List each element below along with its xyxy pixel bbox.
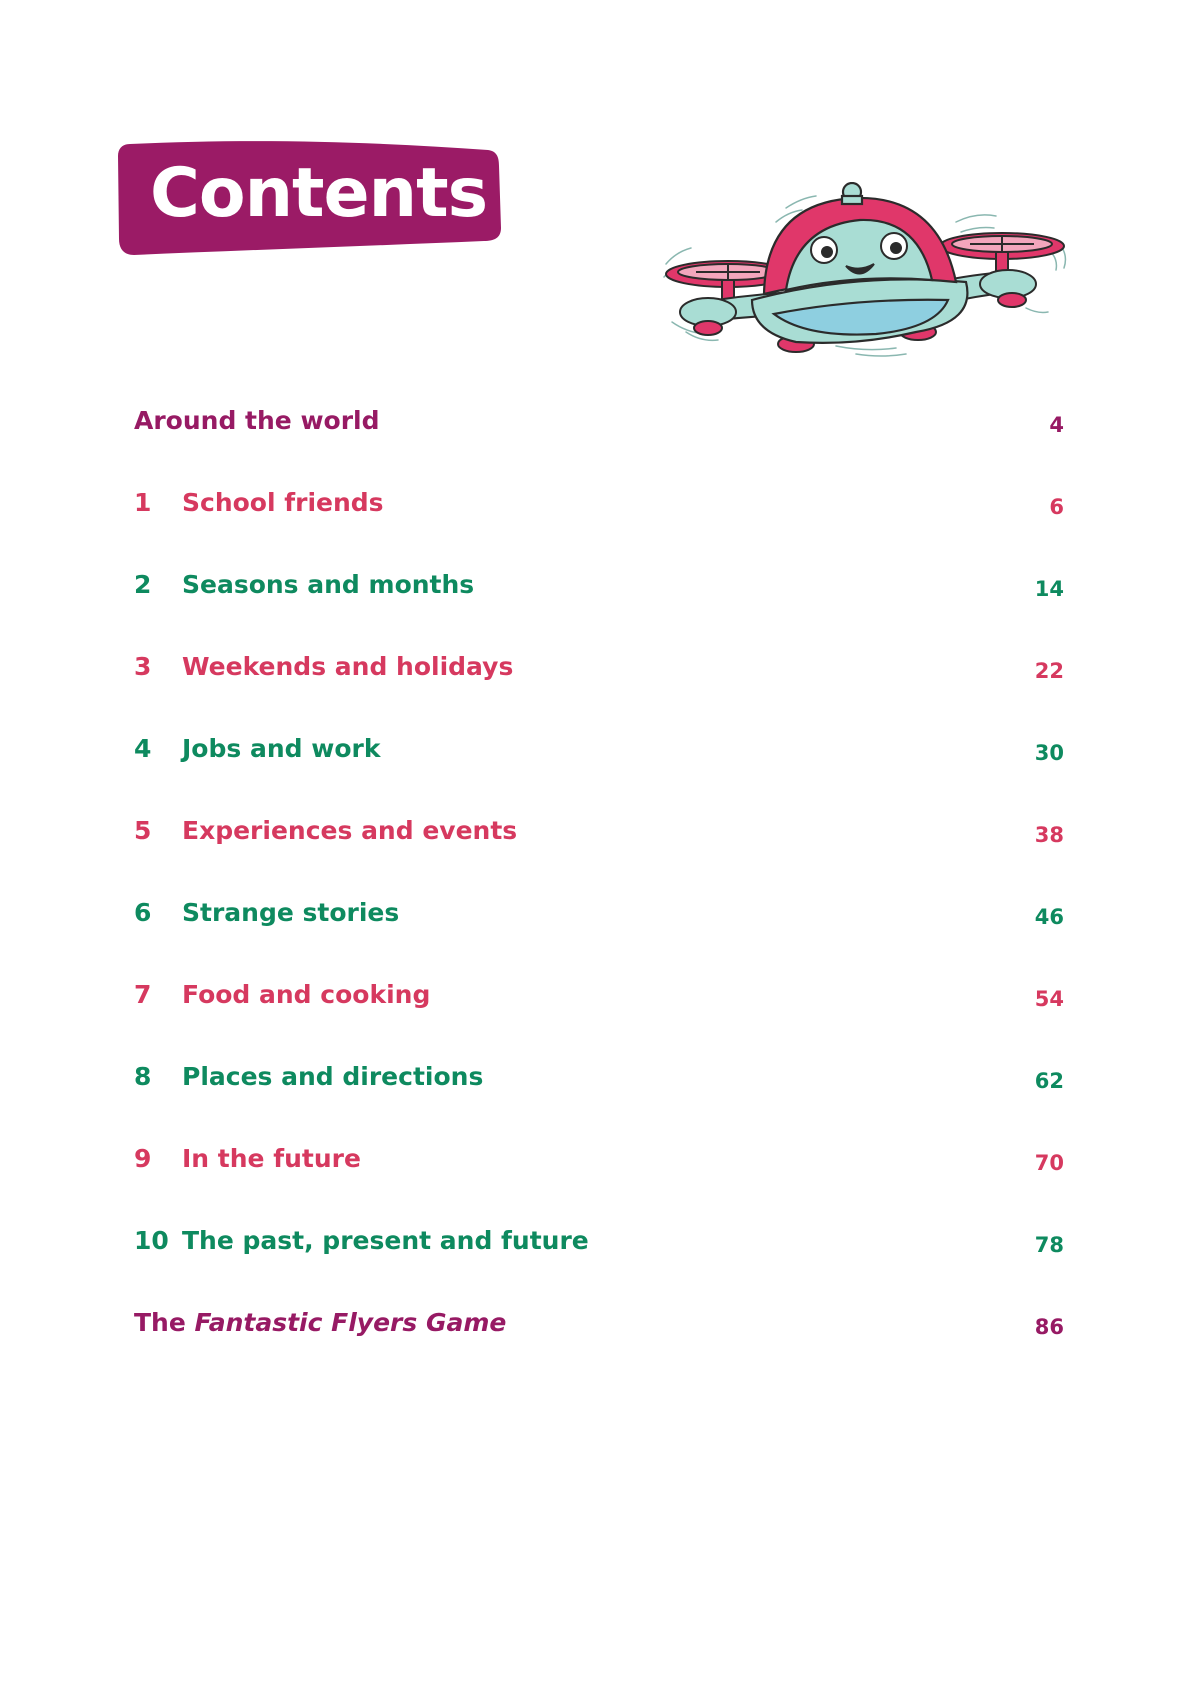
toc-entry-title: Places and directions [182, 1062, 484, 1091]
toc-entry-title: The past, present and future [182, 1226, 589, 1255]
toc-entry-page: 4 [1049, 413, 1064, 437]
toc-entry-game[interactable] [134, 1300, 1064, 1382]
toc-entry-number: 7 [134, 980, 152, 1009]
toc-entry-unit-8[interactable] [134, 1054, 1064, 1136]
toc-entry-unit-6[interactable] [134, 890, 1064, 972]
toc-entry-unit-10[interactable] [134, 1218, 1064, 1300]
toc-entry-page: 86 [1034, 1315, 1064, 1339]
toc-entry-number: 2 [134, 570, 152, 599]
toc-entry-number: 6 [134, 898, 152, 927]
toc-entry-title: Experiences and events [182, 816, 518, 845]
contents-banner [118, 140, 501, 255]
toc-game-name: Fantastic Flyers Game [194, 1308, 507, 1337]
toc-entry-title: Strange stories [182, 898, 400, 927]
drone-robot-icon [656, 182, 1076, 362]
toc-entry-page: 70 [1034, 1151, 1064, 1175]
toc-entry-number: 4 [134, 734, 152, 763]
toc-entry-unit-7[interactable] [134, 972, 1064, 1054]
toc-game-prefix: The [134, 1308, 186, 1337]
toc-entry-title: School friends [182, 488, 384, 517]
table-of-contents [134, 398, 1064, 1382]
toc-entry-title [134, 1308, 506, 1338]
toc-entry-page: 54 [1034, 987, 1064, 1011]
toc-entry-number: 10 [134, 1226, 169, 1255]
toc-entry-page: 78 [1034, 1233, 1064, 1257]
toc-entry-unit-1[interactable] [134, 480, 1064, 562]
toc-entry-page: 62 [1034, 1069, 1064, 1093]
toc-entry-unit-9[interactable] [134, 1136, 1064, 1218]
toc-entry-page: 46 [1034, 905, 1064, 929]
toc-entry-page: 30 [1034, 741, 1064, 765]
toc-entry-page: 22 [1034, 659, 1064, 683]
toc-entry-page: 38 [1034, 823, 1064, 847]
toc-entry-number: 8 [134, 1062, 152, 1091]
toc-entry-unit-5[interactable] [134, 808, 1064, 890]
toc-entry-title: Seasons and months [182, 570, 475, 599]
toc-entry-intro[interactable] [134, 398, 1064, 480]
toc-entry-number: 3 [134, 652, 152, 681]
toc-entry-unit-4[interactable] [134, 726, 1064, 808]
toc-entry-title: Weekends and holidays [182, 652, 514, 681]
toc-entry-number: 1 [134, 488, 152, 517]
page-title: Contents [150, 154, 488, 233]
toc-entry-page: 14 [1034, 577, 1064, 601]
toc-entry-unit-3[interactable] [134, 644, 1064, 726]
toc-entry-unit-2[interactable] [134, 562, 1064, 644]
toc-entry-title: Food and cooking [182, 980, 431, 1009]
toc-entry-page: 6 [1049, 495, 1064, 519]
toc-entry-title: Around the world [134, 406, 380, 435]
toc-entry-number: 9 [134, 1144, 152, 1173]
toc-entry-title: Jobs and work [182, 734, 381, 763]
toc-entry-title: In the future [182, 1144, 361, 1173]
toc-entry-number: 5 [134, 816, 152, 845]
